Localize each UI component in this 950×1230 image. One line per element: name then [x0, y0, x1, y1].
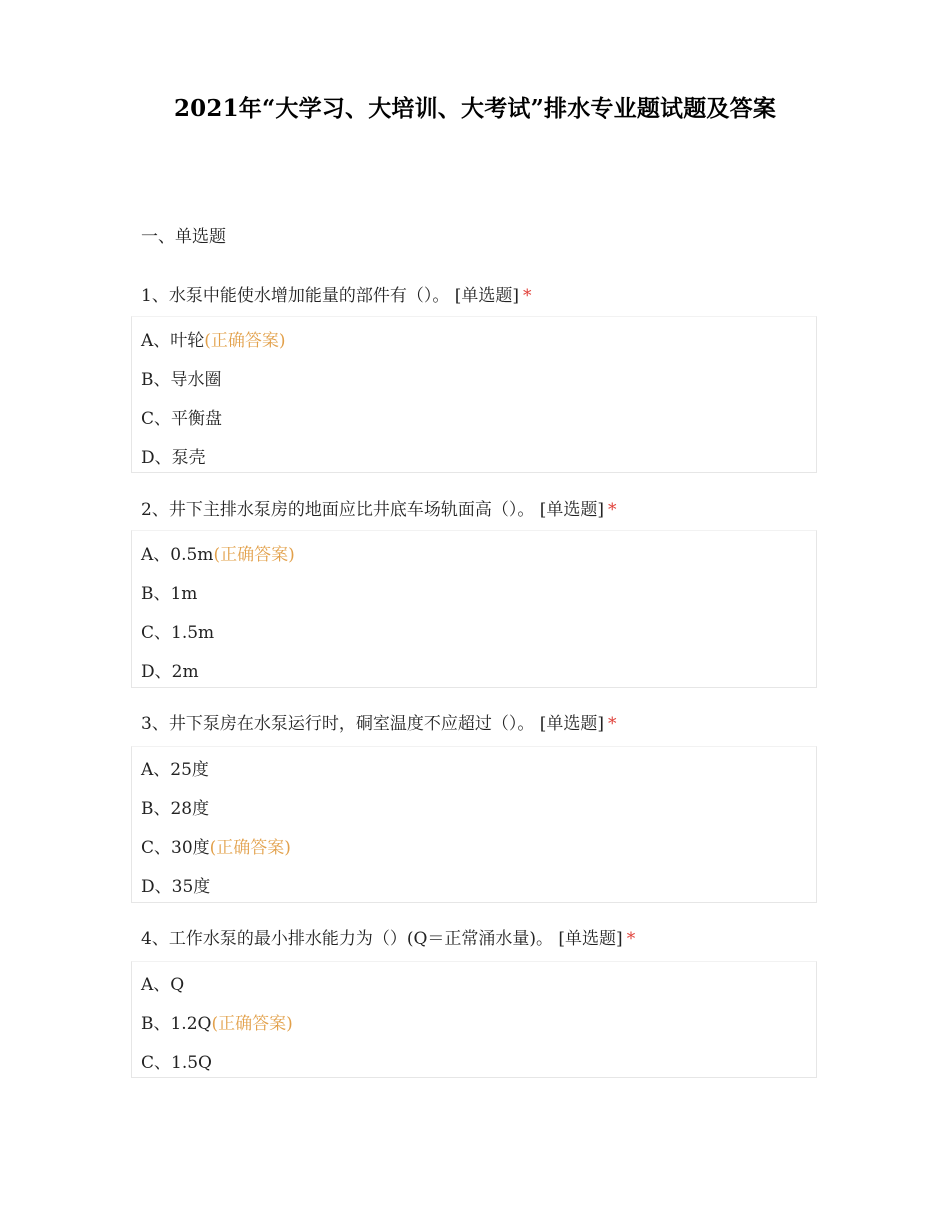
correct-answer-note: (正确答案) — [211, 1014, 293, 1034]
option-2d[interactable] — [141, 657, 199, 682]
option-1c[interactable] — [141, 404, 222, 429]
option-3b[interactable] — [141, 794, 209, 819]
option-3c[interactable] — [141, 833, 291, 858]
option-3d[interactable] — [141, 872, 210, 897]
question-1 — [141, 281, 531, 306]
required-mark: * — [607, 500, 617, 520]
option-label: A、25度 — [141, 760, 209, 780]
correct-answer-note: (正确答案) — [213, 545, 295, 565]
option-label: B、导水圈 — [141, 370, 222, 390]
option-3a[interactable] — [141, 755, 209, 780]
option-2a[interactable] — [141, 540, 295, 565]
question-text: 3、井下泵房在水泵运行时，硐室温度不应超过（）。 [单选题] — [141, 714, 604, 734]
options-box-2 — [131, 530, 817, 688]
required-mark: * — [522, 286, 532, 306]
correct-answer-note: (正确答案) — [209, 838, 291, 858]
option-label: D、35度 — [141, 877, 211, 897]
option-label: C、30度 — [141, 838, 210, 858]
required-mark: * — [607, 714, 617, 734]
option-4b[interactable] — [141, 1009, 293, 1034]
option-label: B、28度 — [141, 799, 210, 819]
correct-answer-note: (正确答案) — [204, 331, 286, 351]
option-label: D、2m — [141, 662, 199, 682]
option-label: B、1.2Q — [141, 1014, 212, 1034]
option-label: C、1.5Q — [141, 1053, 212, 1073]
option-label: D、泵壳 — [141, 448, 206, 468]
section-heading: 一、单选题 — [141, 227, 226, 247]
option-2b[interactable] — [141, 579, 197, 604]
options-box-1 — [131, 316, 817, 473]
option-label: A、0.5m — [141, 545, 214, 565]
options-box-3 — [131, 746, 817, 903]
page-title: 2021年“大学习、大培训、大考试”排水专业题试题及答案 — [173, 95, 777, 122]
required-mark: * — [626, 929, 636, 949]
options-box-4 — [131, 961, 817, 1078]
question-2 — [141, 495, 616, 520]
option-label: A、Q — [141, 975, 185, 995]
question-3 — [141, 709, 616, 734]
option-label: C、平衡盘 — [141, 409, 223, 429]
option-1d[interactable] — [141, 443, 206, 468]
option-4c[interactable] — [141, 1048, 212, 1073]
option-4a[interactable] — [141, 970, 184, 995]
option-2c[interactable] — [141, 618, 214, 643]
option-label: C、1.5m — [141, 623, 215, 643]
option-label: A、叶轮 — [141, 331, 205, 351]
option-1a[interactable] — [141, 326, 286, 351]
option-label: B、1m — [141, 584, 198, 604]
question-text: 1、水泵中能使水增加能量的部件有（）。 [单选题] — [141, 286, 519, 306]
question-4 — [141, 924, 635, 949]
option-1b[interactable] — [141, 365, 222, 390]
question-text: 2、井下主排水泵房的地面应比井底车场轨面高（）。 [单选题] — [141, 500, 604, 520]
question-text: 4、工作水泵的最小排水能力为（）(Q＝正常涌水量)。 [单选题] — [141, 929, 623, 949]
